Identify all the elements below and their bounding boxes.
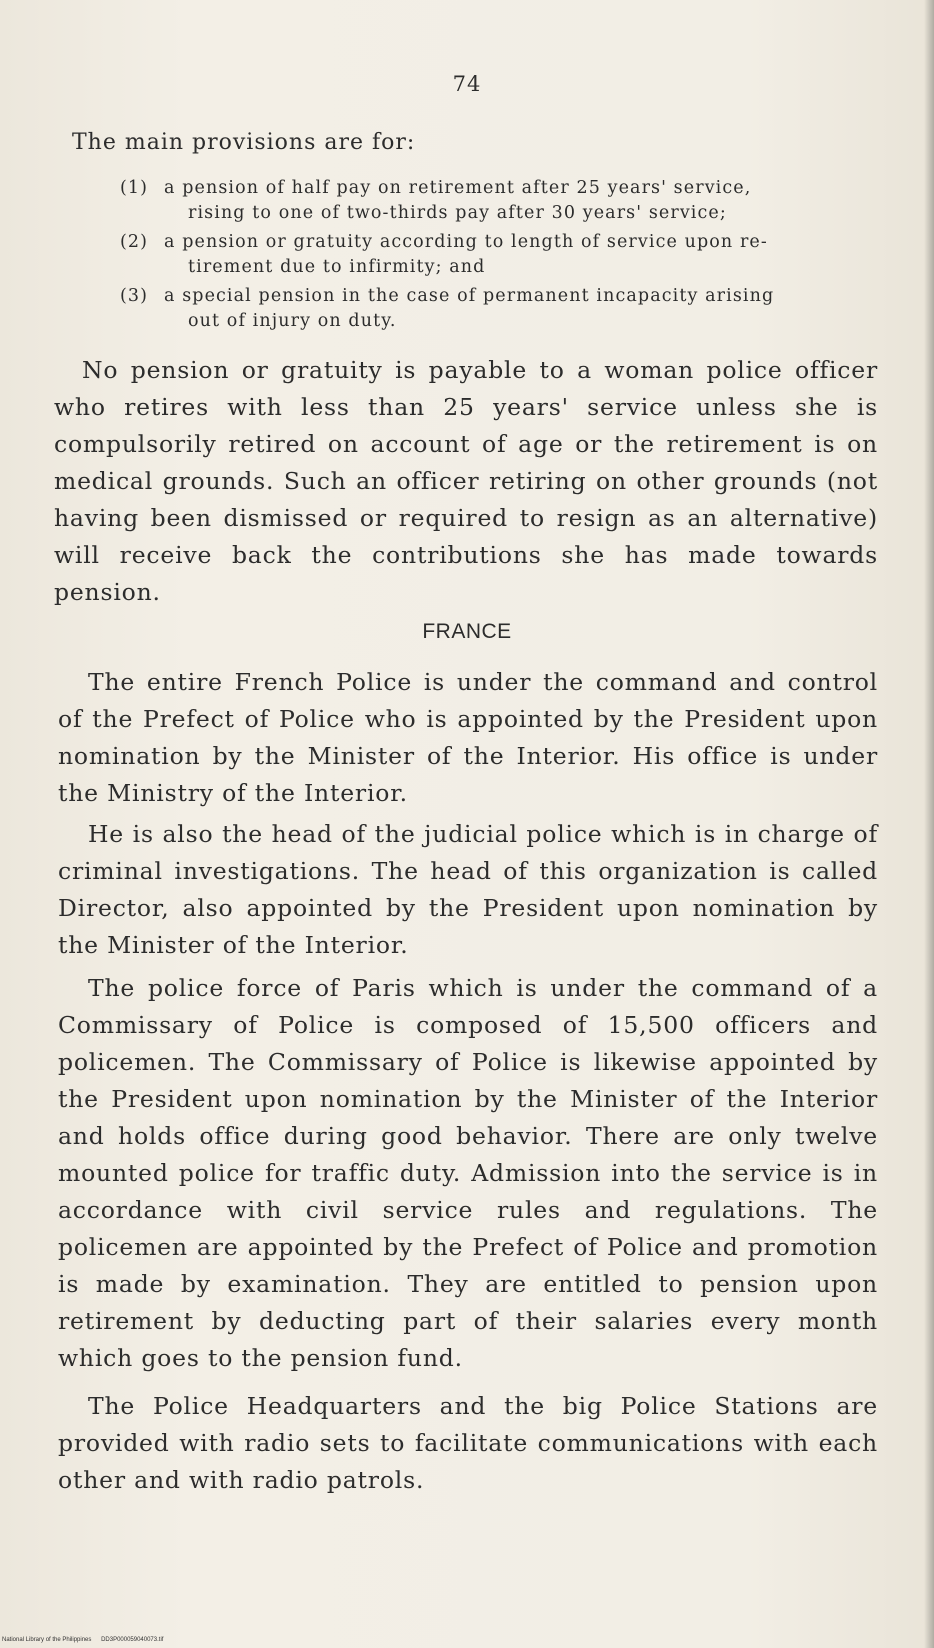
provision-number: (1) [120,178,149,198]
page-number: 74 [452,72,482,96]
provision-item [120,284,880,334]
provision-line: a pension of half pay on retirement after 25 years' service, [164,178,752,198]
page-edge-shadow [924,0,934,1648]
provision-number: (3) [120,286,149,306]
paragraph-french-police-command: The entire French Police is under the command and control of the Prefect of Police who is appointed by the President upon nomination by the Minister of the Interior. His office is under the Ministry of the Interior. [58,668,878,807]
provisions-list [120,176,880,338]
intro-text: The main provisions are for: [72,130,416,155]
scan-footer [2,1637,171,1643]
provision-line: rising to one of two-thirds pay after 30 years' service; [188,203,727,223]
provision-item [120,176,880,226]
provision-text [164,176,880,226]
provision-line: out of injury on duty. [188,311,397,331]
footer-code: DD3P000059040073.tif [101,1637,164,1643]
provision-text [164,230,880,280]
paragraph-radio-communications: The Police Headquarters and the big Police Stations are provided with radio sets to facilitate communications with each other and with radio patrols. [58,1392,878,1494]
provision-text [164,284,880,334]
provision-line: tirement due to infirmity; and [188,257,486,277]
section-heading-france: FRANCE [422,620,512,643]
provision-item [120,230,880,280]
provision-line: a pension or gratuity according to length of service upon re- [164,232,768,252]
paragraph-judicial-police: He is also the head of the judicial police which is in charge of criminal investigations. The head of this organization is called Director, also appointed by the President upon nomination by the Minister of the Interior. [58,820,878,959]
provision-line: a special pension in the case of permanent incapacity arising [164,286,775,306]
paragraph-paris-police-force: The police force of Paris which is under the command of a Commissary of Police is composed of 15,500 officers and policemen. The Commissary of Police is likewise appointed by the President upon nomination by the Minister of the Interior and holds office during good behavior. There are only twelve mounted police for traffic duty. Admission into the service is in accordance with civil service rules and regulations. The policemen are appointed by the Prefect of Police and promotion is made by examination. They are entitled to pension upon retirement by deducting part of their salaries every month which goes to the pension fund. [58,974,878,1372]
provision-number: (2) [120,232,149,252]
paragraph-woman-officer-pension: No pension or gratuity is payable to a woman police officer who retires with less than 25 years' service unless she is compulsorily retired on account of age or the retirement is on medical grounds. Such an officer retiring on other grounds (not having been dismissed or required to resign as an alternative) will receive back the contributions she has made towards pension. [54,356,878,606]
footer-library: National Library of the Philippines [2,1637,92,1643]
